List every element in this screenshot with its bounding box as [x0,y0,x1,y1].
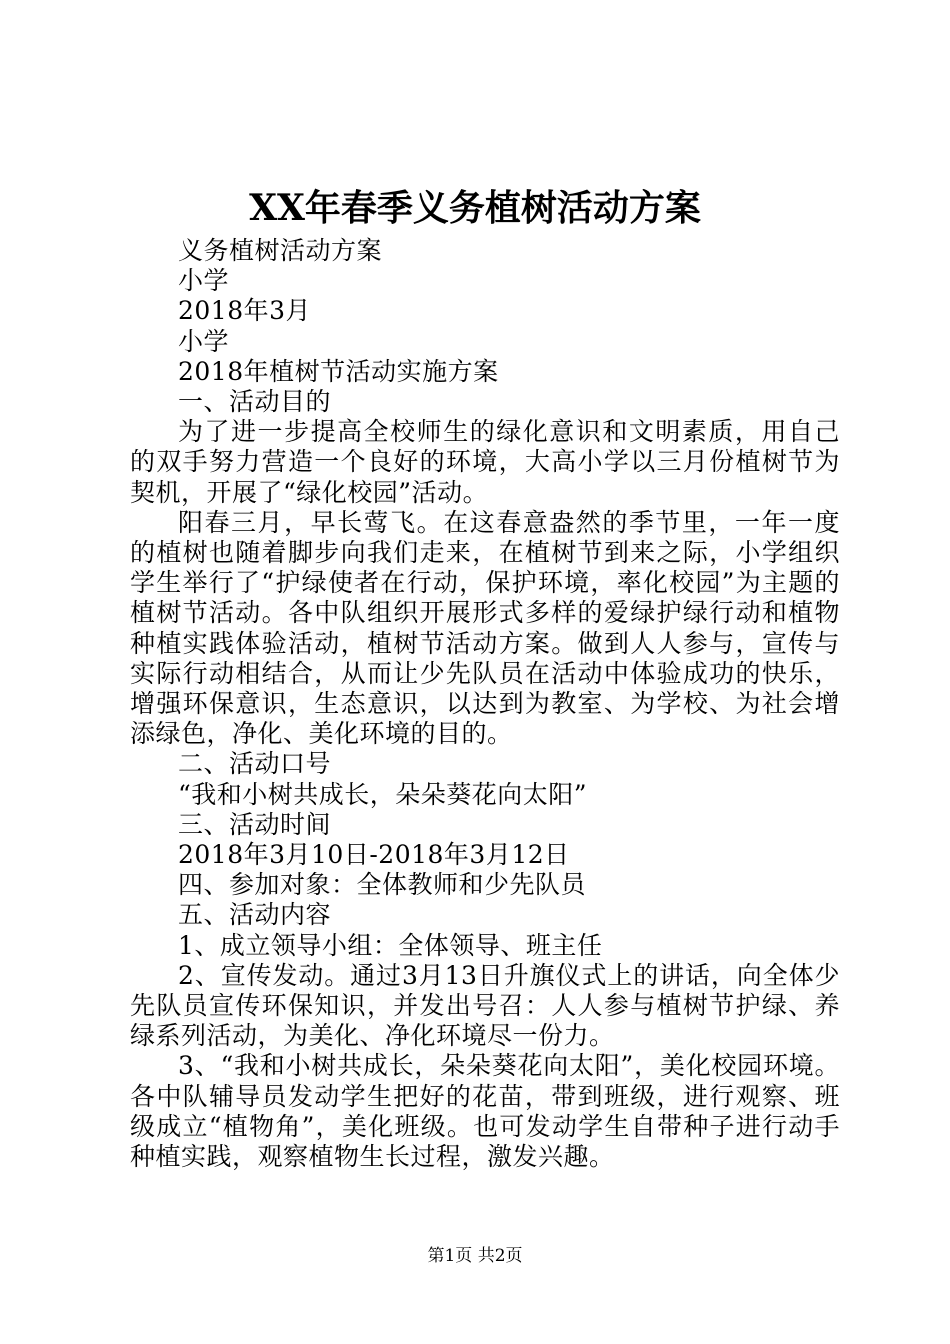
paragraph-purpose: 为了进一步提高全校师生的绿化意识和文明素质，用自己的双手努力营造一个良好的环境，大高小学以三月份植树节为契机，开展了“绿化校园”活动。 [130,417,840,507]
section-heading-purpose: 一、活动目的 [178,387,332,417]
date-line: 2018年3月 [178,296,312,326]
document-body [130,236,840,1172]
section-heading-slogan: 二、活动口号 [178,749,332,779]
content-item-1: 1、成立领导小组：全体领导、班主任 [178,930,603,960]
content-item-3: 3、“我和小树共成长，朵朵葵花向太阳”，美化校园环境。各中队辅导员发动学生把好的花苗，带到班级，进行观察、班级成立“植物角”，美化班级。也可发动学生自带种子进行动手种植实践，观察植物生长过程，激发兴趣。 [130,1051,840,1172]
school-line: 小学 [178,266,230,296]
page-footer: 第1页 共2页 [427,1246,523,1266]
section-heading-participants: 四、参加对象：全体教师和少先队员 [178,870,587,900]
slogan-text: “我和小树共成长，朵朵葵花向太阳” [178,779,588,809]
content-item-2: 2、宣传发动。通过3月13日升旗仪式上的讲话，向全体少先队员宣传环保知识，并发出号召：人人参与植树节护绿、养绿系列活动，为美化、净化环境尽一份力。 [130,960,840,1051]
section-heading-time: 三、活动时间 [178,809,332,839]
section-heading-content: 五、活动内容 [178,900,332,930]
school-line-2: 小学 [178,326,230,356]
paragraph-background: 阳春三月，早长莺飞。在这春意盎然的季节里，一年一度的植树也随着脚步向我们走来，在植树节到来之际，小学组织学生举行了“护绿使者在行动，保护环境，率化校园”为主题的植树节活动。各中队组织开展形式多样的爱绿护绿行动和植物种植实践体验活动，植树节活动方案。做到人人参与，宣传与实际行动相结合，从而让少先队员在活动中体验成功的快乐，增强环保意识，生态意识，以达到为教室、为学校、为社会增添绿色，净化、美化环境的目的。 [130,507,840,749]
plan-title-line: 2018年植树节活动实施方案 [178,356,499,386]
document-title: XX年春季义务植树活动方案 [249,187,701,229]
time-text: 2018年3月10日-2018年3月12日 [178,840,570,870]
subtitle-line: 义务植树活动方案 [178,236,383,265]
